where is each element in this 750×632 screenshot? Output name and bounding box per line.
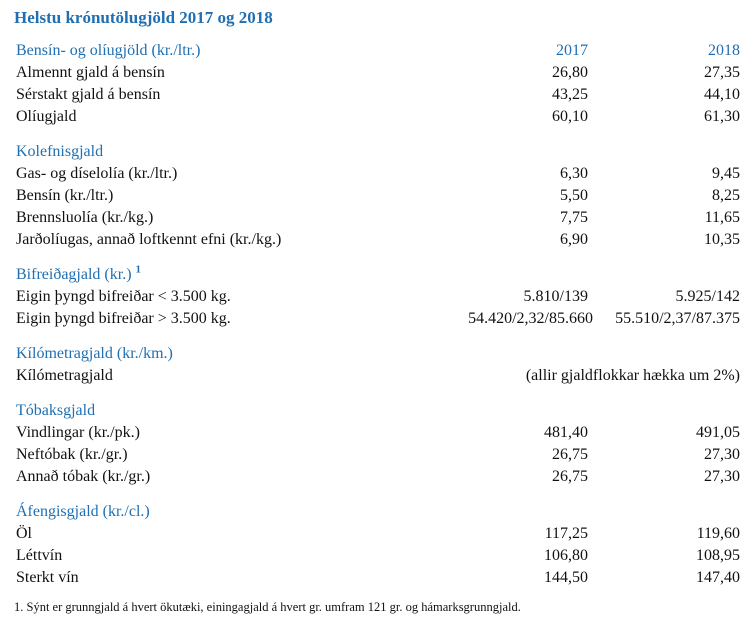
value-2017: 6,90 xyxy=(560,231,588,248)
value-2017: 5,50 xyxy=(560,187,588,204)
value-2018: 119,60 xyxy=(696,525,740,542)
table-row xyxy=(14,62,740,84)
section-heading: Bensín- og olíugjöld (kr./ltr.) xyxy=(16,42,201,59)
value-2018: 11,65 xyxy=(704,209,740,226)
table-row xyxy=(14,545,740,567)
value-2018: 61,30 xyxy=(704,108,740,125)
value-2018: 8,25 xyxy=(712,187,740,204)
table-row xyxy=(14,185,740,207)
section-header-tobacco xyxy=(14,400,740,422)
row-label: Sterkt vín xyxy=(16,569,79,586)
row-label: Jarðolíugas, annað loftkennt efni (kr./kg.) xyxy=(16,231,282,248)
section-heading: Áfengisgjald (kr./cl.) xyxy=(16,503,150,520)
table-row xyxy=(14,286,740,308)
value-2018: 491,05 xyxy=(696,424,740,441)
value-2017: 26,75 xyxy=(552,446,588,463)
row-label: Öl xyxy=(16,525,32,542)
value-2017: 43,25 xyxy=(552,86,588,103)
value-2017: 481,40 xyxy=(544,424,588,441)
value-2017: 117,25 xyxy=(544,525,588,542)
table-row xyxy=(14,523,740,545)
page-title: Helstu krónutölugjöld 2017 og 2018 xyxy=(14,8,273,27)
table-row xyxy=(14,365,740,387)
value-2017: 106,80 xyxy=(544,547,588,564)
value-2018: 44,10 xyxy=(704,86,740,103)
table-row xyxy=(14,308,740,330)
row-label: Bensín (kr./ltr.) xyxy=(16,187,114,204)
row-label: Brennsluolía (kr./kg.) xyxy=(16,209,154,226)
value-2017: 5.810/139 xyxy=(523,288,588,305)
value-2018: 10,35 xyxy=(704,231,740,248)
row-label: Eigin þyngd bifreiðar < 3.500 kg. xyxy=(16,288,231,305)
row-label: Kílómetragjald xyxy=(16,367,113,384)
row-label: Olíugjald xyxy=(16,108,77,125)
table-row xyxy=(14,84,740,106)
value-2018: 9,45 xyxy=(712,165,740,182)
value-2018: 5.925/142 xyxy=(675,288,740,305)
row-label: Léttvín xyxy=(16,547,63,564)
value-2018: 55.510/2,37/87.375 xyxy=(615,310,740,327)
value-2018: 27,30 xyxy=(704,446,740,463)
row-label: Gas- og díselolía (kr./ltr.) xyxy=(16,165,178,182)
value-2018: 108,95 xyxy=(696,547,740,564)
table-row xyxy=(14,207,740,229)
section-header-fuel xyxy=(14,40,740,62)
value-2017: 144,50 xyxy=(544,569,588,586)
row-label: Almennt gjald á bensín xyxy=(16,64,165,81)
table-row xyxy=(14,466,740,488)
section-header-vehicle xyxy=(14,264,740,286)
value-2017: 26,80 xyxy=(552,64,588,81)
column-header-2017: 2017 xyxy=(556,42,588,59)
section-heading: Kílómetragjald (kr./km.) xyxy=(16,345,173,362)
value-2017: 60,10 xyxy=(552,108,588,125)
section-heading: Tóbaksgjald xyxy=(16,402,96,419)
value-2017: 6,30 xyxy=(560,165,588,182)
section-heading xyxy=(16,264,141,286)
row-label: Sérstakt gjald á bensín xyxy=(16,86,161,103)
value-2017: 54.420/2,32/85.660 xyxy=(468,310,593,327)
fee-table xyxy=(14,40,740,589)
table-row xyxy=(14,163,740,185)
row-label: Vindlingar (kr./pk.) xyxy=(16,424,140,441)
section-header-carbon xyxy=(14,141,740,163)
row-label: Eigin þyngd bifreiðar > 3.500 kg. xyxy=(16,310,231,327)
footnote: 1. Sýnt er grunngjald á hvert ökutæki, einingagjald á hvert gr. umfram 121 gr. og hámarksgrunngjald. xyxy=(14,600,521,614)
section-header-alcohol xyxy=(14,501,740,523)
row-note: (allir gjaldflokkar hækka um 2%) xyxy=(525,367,740,384)
table-row xyxy=(14,567,740,589)
table-row xyxy=(14,106,740,128)
footnote-marker: 1 xyxy=(135,263,142,276)
column-header-2018: 2018 xyxy=(708,42,740,59)
value-2017: 26,75 xyxy=(552,468,588,485)
row-label: Annað tóbak (kr./gr.) xyxy=(16,468,151,485)
value-2018: 27,30 xyxy=(704,468,740,485)
section-heading-text: Bifreiðagjald (kr.) xyxy=(16,266,132,283)
value-2018: 27,35 xyxy=(704,64,740,81)
value-2018: 147,40 xyxy=(696,569,740,586)
table-row xyxy=(14,229,740,251)
row-label: Neftóbak (kr./gr.) xyxy=(16,446,128,463)
table-row xyxy=(14,422,740,444)
section-heading: Kolefnisgjald xyxy=(16,143,104,160)
value-2017: 7,75 xyxy=(560,209,588,226)
section-header-km xyxy=(14,343,740,365)
table-row xyxy=(14,444,740,466)
